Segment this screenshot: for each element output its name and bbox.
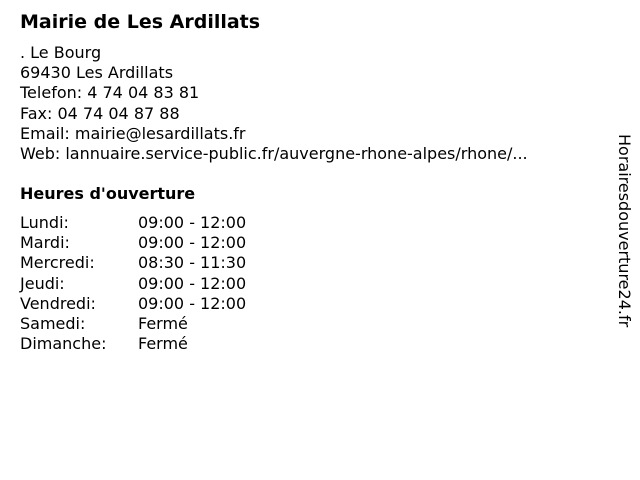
watermark-text: Horairesdouverture24.fr bbox=[615, 134, 634, 328]
fax-line: Fax: 04 74 04 87 88 bbox=[20, 103, 180, 123]
phone-line: Telefon: 4 74 04 83 81 bbox=[20, 83, 200, 103]
time-value: Fermé bbox=[138, 313, 188, 333]
address-line: . Le Bourg bbox=[20, 43, 102, 62]
day-label: Dimanche: bbox=[20, 334, 107, 354]
day-label: Jeudi: bbox=[20, 273, 65, 293]
hours-heading: Heures d'ouverture bbox=[20, 184, 196, 203]
time-value: Fermé bbox=[138, 334, 188, 354]
time-value: 09:00 - 12:00 bbox=[138, 273, 247, 293]
time-value: 08:30 - 11:30 bbox=[138, 253, 247, 273]
day-label: Mardi: bbox=[20, 233, 70, 253]
day-label: Mercredi: bbox=[20, 253, 95, 273]
day-label: Lundi: bbox=[20, 213, 69, 232]
day-label: Samedi: bbox=[20, 313, 86, 333]
time-value: 09:00 - 12:00 bbox=[138, 213, 247, 232]
contact-info bbox=[20, 43, 528, 164]
postal-city-line: 69430 Les Ardillats bbox=[20, 63, 174, 83]
day-label: Vendredi: bbox=[20, 293, 96, 313]
time-value: 09:00 - 12:00 bbox=[138, 233, 247, 253]
web-line: Web: lannuaire.service-public.fr/auvergne-rhone-alpes/rhone/... bbox=[20, 144, 528, 164]
page-title: Mairie de Les Ardillats bbox=[20, 11, 261, 33]
email-line: Email: mairie@lesardillats.fr bbox=[20, 123, 246, 143]
time-value: 09:00 - 12:00 bbox=[138, 293, 247, 313]
